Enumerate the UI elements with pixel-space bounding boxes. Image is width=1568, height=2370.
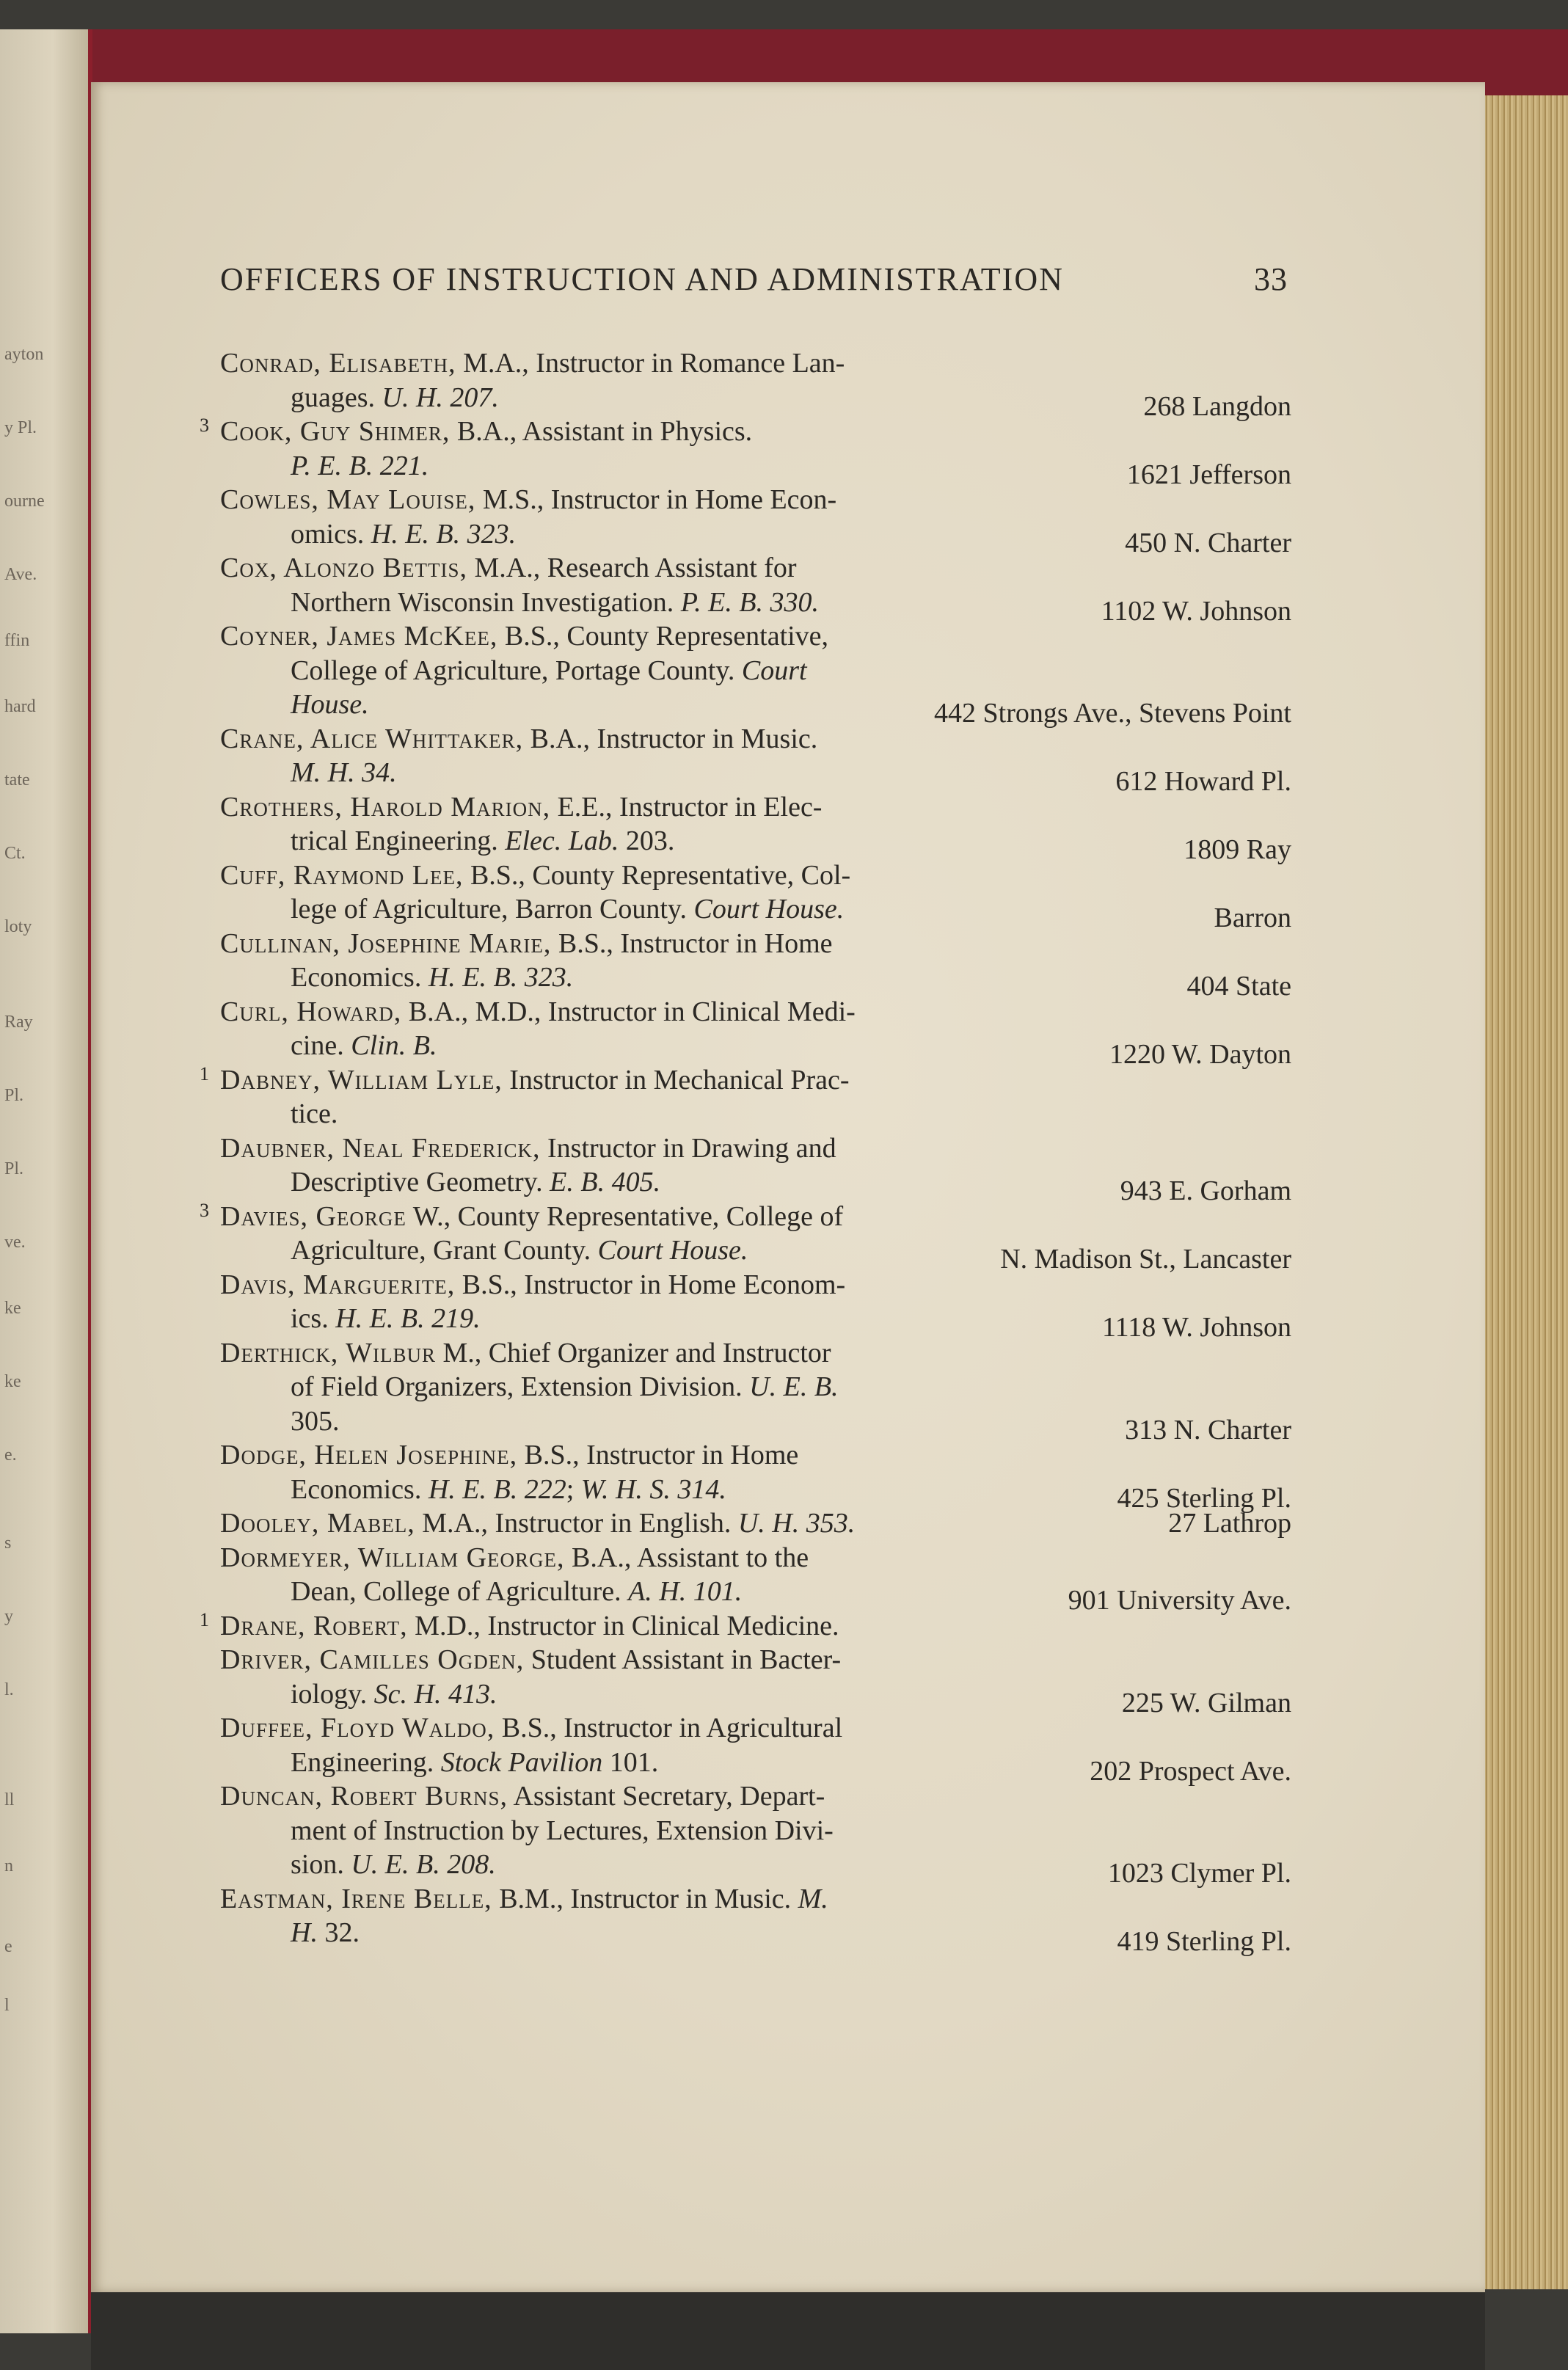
entry-continuation-line: M. H. 34. 612 Howard Pl. [220,756,1291,790]
directory-entry [200,415,1291,490]
left-page-fragment: Ct. [4,844,26,863]
entry-first-line [220,1268,1291,1302]
entry-continuation-line: omics. H. E. B. 323. 450 N. Charter [220,517,1291,552]
entry-continuation-line: Northern Wisconsin Investigation. P. E. B. 330. 1102 W. Johnson [220,586,1291,620]
left-page-fragment: Ray [4,1013,33,1032]
directory-entry [220,927,1291,1002]
entry-first-line [220,1506,1291,1541]
entry-first-line [220,1643,1291,1677]
entry-address: 313 N. Charter [1125,1414,1291,1445]
entry-text: Assistant Secretary, Depart- [513,1781,825,1812]
entry-name: Curl, Howard, [220,996,402,1027]
entry-address: 442 Strongs Ave., Stevens Point [934,698,1291,729]
directory-entry [220,619,1291,729]
bottom-shadow [91,2292,1485,2370]
left-page-fragment: Ave. [4,565,37,584]
entry-first-line [200,1062,1291,1098]
directory-entry [220,1506,1291,1541]
entry-name: Derthick, Wilbur [220,1337,436,1368]
entry-first-line [200,1199,1291,1234]
entry-name: Dooley, Mabel, [220,1508,415,1539]
entry-first-line [220,346,1291,381]
entry-text: E.E., Instructor in Elec- [557,791,823,823]
entry-name: Crane, Alice Whittaker, [220,723,524,754]
directory-entry [220,1643,1291,1718]
directory-entry [200,1062,1291,1131]
entry-address: 404 State [1186,971,1291,1002]
left-page-fragment: s [4,1534,12,1553]
entry-continuation-line: lege of Agriculture, Barron County. Court House. Barron [220,892,1291,927]
entry-text: B.A., Assistant to the [572,1542,809,1573]
entry-continuation-line: trical Engineering. Elec. Lab. 203. 1809 Ray [220,824,1291,858]
entry-text: B.S., Instructor in Agricultural [501,1713,843,1743]
entry-address: 268 Langdon [1143,390,1291,422]
entry-address: 1023 Clymer Pl. [1107,1858,1291,1889]
entry-name: Dabney, William Lyle, [220,1064,503,1095]
entry-address: 1621 Jefferson [1126,459,1291,490]
page-block-edges [1482,88,1568,2289]
entry-text: Instructor in Mechanical Prac- [509,1064,850,1095]
entry-text: B.M., Instructor in Music. M. [499,1883,828,1914]
entry-continuation-line: ment of Instruction by Lectures, Extension Divi- [291,1815,834,1846]
entry-first-line [220,551,1291,586]
directory-entry [220,1268,1291,1343]
running-head [220,260,1288,298]
entry-name: Dormeyer, William George, [220,1542,565,1573]
entry-address: 1102 W. Johnson [1101,595,1291,627]
entry-text: B.S., Instructor in Home [524,1440,799,1470]
directory-entry [220,790,1291,865]
entry-address: 612 Howard Pl. [1115,766,1291,797]
left-page-fragment: hard [4,697,36,716]
entry-name: Drane, Robert, [220,1610,408,1641]
entry-name: Conrad, Elisabeth, [220,348,456,379]
entry-first-line [220,927,1291,961]
entry-first-line [220,995,1291,1029]
entry-text: M.D., Instructor in Clinical Medicine. [415,1610,839,1641]
entry-name: Cook, Guy Shimer, [220,416,451,447]
left-page-fragment: ll [4,1790,15,1809]
entry-continuation-line: Agriculture, Grant County. Court House. N. Madison St., Lancaster [220,1233,1291,1268]
entry-continuation-line: Descriptive Geometry. E. B. 405. 943 E. Gorham [220,1165,1291,1200]
left-page-fragment: y Pl. [4,418,37,437]
left-page-fragment: ayton [4,345,44,364]
entry-name: Dodge, Helen Josephine, [220,1440,518,1470]
entry-text: W., County Representative, College of [412,1200,844,1232]
entry-name: Davies, George [220,1200,406,1232]
footnote-marker: 1 [200,1608,209,1630]
running-head-title: OFFICERS OF INSTRUCTION AND ADMINISTRATION [220,261,1064,297]
entry-text: B.S., County Representative, Col- [470,859,851,891]
directory-entries [200,346,1291,1957]
directory-entry [220,1779,1291,1889]
entry-first-line [220,790,1291,825]
entry-name: Coyner, James McKee, [220,621,498,652]
left-page-fragment: l [4,1996,10,2015]
entry-name: Davis, Marguerite, [220,1269,456,1300]
entry-first-line [220,1336,1291,1371]
entry-text: M., Chief Organizer and Instructor [442,1337,831,1368]
left-page-fragment: ke [4,1299,21,1318]
entry-name: Cowles, May Louise, [220,484,476,515]
left-page-edge [0,29,92,2333]
entry-text: B.A., M.D., Instructor in Clinical Medi- [408,996,856,1027]
entry-continuation-line: 305. 313 N. Charter [220,1404,1291,1439]
entry-address: 943 E. Gorham [1120,1175,1291,1206]
entry-name: Cuff, Raymond Lee, [220,859,464,891]
left-page-fragment: Pl. [4,1159,24,1178]
entry-continuation-line: College of Agriculture, Portage County. Court [291,655,807,686]
entry-text: M.A., Research Assistant for [474,553,797,583]
entry-first-line [220,1541,1291,1575]
left-page-fragment: ffin [4,631,30,650]
entry-first-line [200,415,1291,449]
entry-continuation-line: Economics. H. E. B. 222; W. H. S. 314. 425 Sterling Pl. [220,1473,1291,1507]
entry-address: 425 Sterling Pl. [1117,1482,1291,1514]
left-page-fragment: ke [4,1372,21,1391]
book-cover-edge [0,29,1568,88]
entry-name: Driver, Camilles Ogden, [220,1644,525,1675]
directory-entry [220,1711,1291,1787]
entry-continuation-line: Engineering. Stock Pavilion 101. 202 Prospect Ave. [220,1746,1291,1780]
directory-entry [220,858,1291,933]
entry-first-line [220,1438,1291,1473]
directory-entry [220,995,1291,1070]
directory-entry [220,1541,1291,1616]
entry-address: Barron [1214,903,1291,933]
left-page-fragment: y [4,1607,13,1626]
left-page-fragment: ve. [4,1233,26,1252]
entry-name: Duffee, Floyd Waldo, [220,1713,495,1743]
entry-name: Cullinan, Josephine Marie, [220,927,552,959]
left-page-fragment: Pl. [4,1086,24,1105]
footnote-marker: 1 [200,1062,209,1084]
left-page-fragment: e. [4,1445,17,1465]
entry-text: B.A., Instructor in Music. [530,723,818,754]
entry-text: B.S., Instructor in Home Econom- [462,1269,846,1300]
entry-continuation-line: Economics. H. E. B. 323. 404 State [220,960,1291,995]
entry-continuation-line: House. 442 Strongs Ave., Stevens Point [220,688,1291,722]
directory-entry [220,346,1291,422]
entry-text: M.A., Instructor in English. U. H. 353. [422,1508,856,1539]
entry-first-line [220,619,1291,654]
entry-continuation-line: sion. U. E. B. 208. 1023 Clymer Pl. [220,1848,1291,1882]
entry-continuation-line: Dean, College of Agriculture. A. H. 101. 901 University Ave. [220,1575,1291,1609]
page-number: 33 [1254,261,1288,297]
entry-address: 1809 Ray [1184,834,1291,865]
entry-continuation-line: guages. U. H. 207. 268 Langdon [220,381,1291,415]
entry-continuation-line: tice. [291,1098,338,1129]
directory-entry [220,1882,1291,1957]
entry-continuation-line: H. 32. 419 Sterling Pl. [220,1916,1291,1950]
entry-text: B.S., Instructor in Home [558,927,833,959]
entry-name: Crothers, Harold Marion, [220,791,551,823]
entry-continuation-line: ics. H. E. B. 219. 1118 W. Johnson [220,1302,1291,1336]
entry-text: Instructor in Drawing and [547,1132,836,1164]
entry-text: M.S., Instructor in Home Econ- [482,484,837,515]
entry-text: M.A., Instructor in Romance Lan- [463,348,845,379]
entry-text: Student Assistant in Bacter- [530,1644,842,1675]
entry-address: 901 University Ave. [1068,1585,1291,1616]
footnote-marker: 3 [200,415,209,436]
entry-first-line [200,1608,1291,1644]
entry-text: B.A., Assistant in Physics. [456,416,753,447]
entry-text: B.S., County Representative, [504,621,829,652]
entry-address: 450 N. Charter [1125,527,1291,558]
entry-address: 1118 W. Johnson [1102,1312,1291,1343]
entry-name: Eastman, Irene Belle, [220,1883,492,1914]
left-page-fragment: l. [4,1680,14,1699]
left-page-fragment: loty [4,917,32,936]
entry-continuation-line: iology. Sc. H. 413. 225 W. Gilman [220,1677,1291,1712]
entry-address: 225 W. Gilman [1121,1687,1291,1718]
entry-name: Daubner, Neal Frederick, [220,1132,541,1164]
entry-first-line [220,1779,1291,1814]
entry-first-line [220,1711,1291,1746]
entry-first-line [220,483,1291,517]
entry-name: Cox, Alonzo Bettis, [220,553,468,583]
entry-address: 419 Sterling Pl. [1117,1926,1291,1957]
directory-entry [220,1131,1291,1206]
directory-entry [220,722,1291,797]
entry-first-line [220,722,1291,756]
entry-address: N. Madison St., Lancaster [1000,1244,1291,1275]
entry-address: 27 Lathrop [1168,1508,1291,1539]
entry-address: 1220 W. Dayton [1109,1039,1291,1070]
left-page-fragment: n [4,1856,13,1875]
directory-entry [220,1336,1291,1445]
directory-entry [220,551,1291,627]
left-page-fragment: ourne [4,492,45,511]
left-page-fragment: e [4,1937,12,1956]
entry-continuation-line: cine. Clin. B. 1220 W. Dayton [220,1029,1291,1063]
directory-entry [200,1199,1291,1275]
directory-entry [220,1438,1291,1514]
entry-continuation-line: of Field Organizers, Extension Division. U. E. B. [291,1371,839,1402]
entry-name: Duncan, Robert Burns, [220,1781,508,1812]
entry-first-line [220,1882,1291,1917]
entry-first-line [220,858,1291,893]
entry-continuation-line: P. E. B. 221. 1621 Jefferson [220,449,1291,484]
directory-entry [220,483,1291,558]
directory-entry [200,1608,1291,1644]
footnote-marker: 3 [200,1199,209,1221]
entry-first-line [220,1131,1291,1166]
entry-address: 202 Prospect Ave. [1090,1755,1291,1787]
left-page-fragment: tate [4,770,30,790]
